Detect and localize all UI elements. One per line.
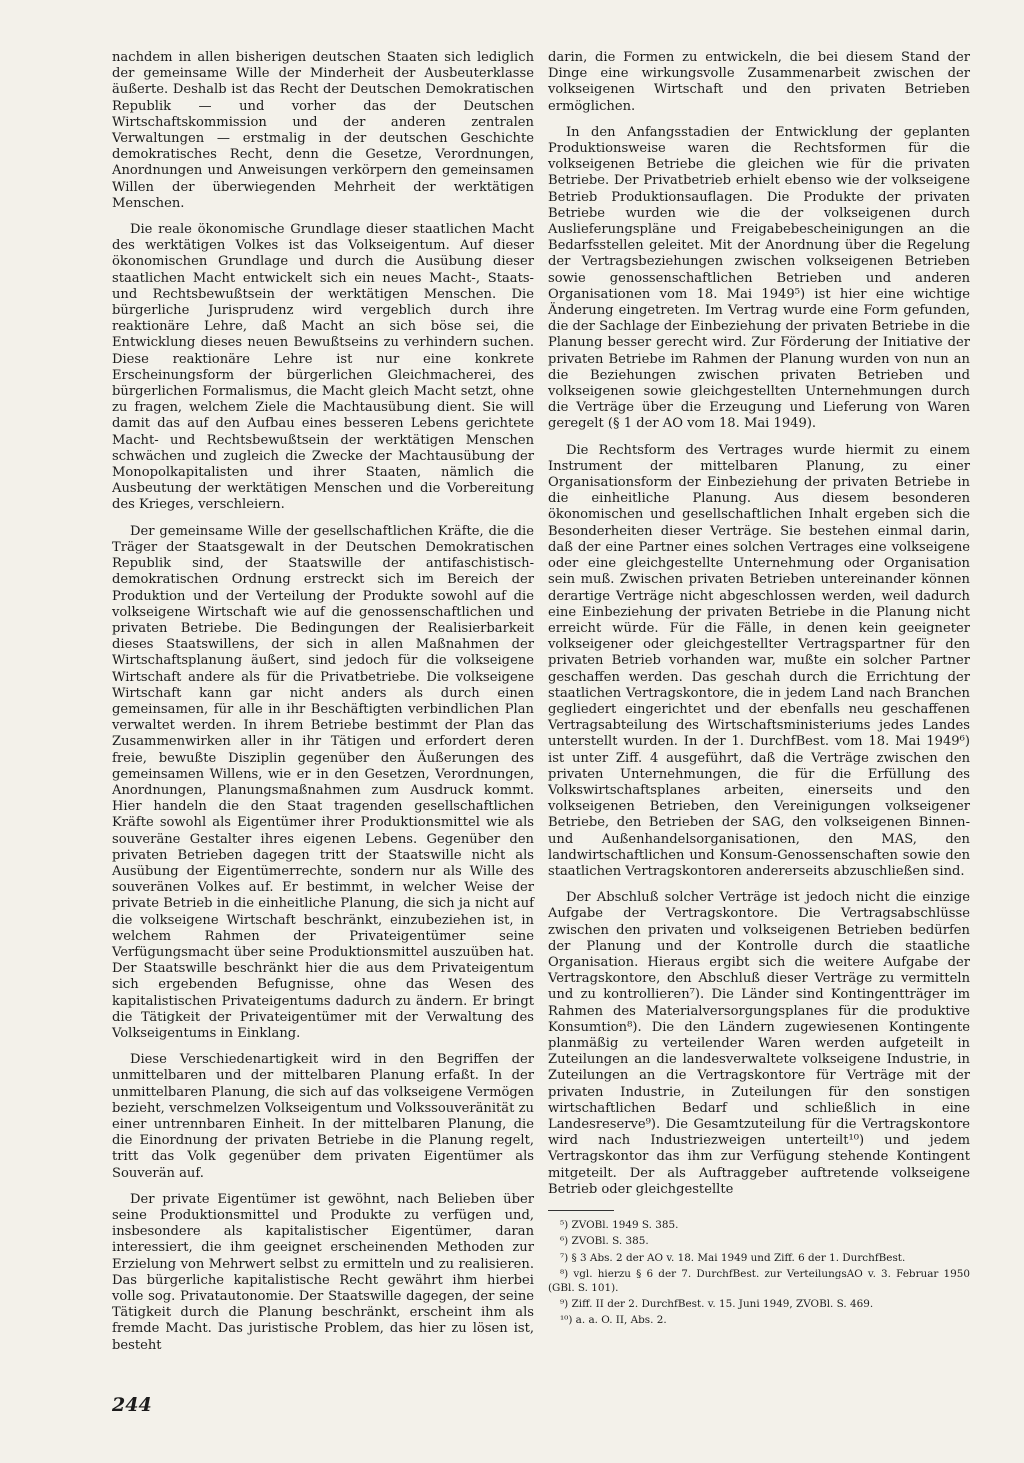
paragraph: nachdem in allen bisherigen deutschen Staaten sich lediglich der gemeinsame Wille der Minderheit der Ausbeuterklasse äußerte. Deshalb ist das Recht der Deutschen Demokratischen Republik — und vorher das der Deutschen Wirtschaftskommission und der anderen zentralen Verwaltungen — erstmalig in der deutschen Geschichte demokratisches Recht, denn die Gesetze, Verordnungen, Anordnungen und Anweisungen verkörpern den gemeinsamen Willen der überwiegenden Mehrheit der werktätigen Menschen. <box>112 50 534 211</box>
footnote: ⁹) Ziff. II der 2. DurchfBest. v. 15. Juni 1949, ZVOBl. S. 469. <box>560 1298 874 1311</box>
paragraph: Der Abschluß solcher Verträge ist jedoch nicht die einzige Aufgabe der Vertragskontore. Die Vertragsabschlüsse zwischen den privaten und volkseigenen Betrieben bedürfen der Planung und der Kontrolle durch die staatliche Organisation. Hieraus ergibt sich die weitere Aufgabe der Vertragskontore, den Abschluß dieser Verträge zu vermitteln und zu kontrollieren⁷). Die Länder sind Kontingentträger im Rahmen des Materialversorgungsplanes für die produktive Konsumtion⁸). Die den Ländern zugewiesenen Kontingente planmäßig zu verteilender Waren werden aufgeteilt in Zuteilungen an die landesverwaltete volkseigene Industrie, in Zuteilungen an die Vertragskontore für Verträge mit der privaten Industrie, in Zuteilungen für den sonstigen wirtschaftlichen Bedarf und schließlich in eine Landesreserve⁹). Die Gesamtzuteilung für die Vertragskontore wird nach Industriezweigen unterteilt¹⁰) und jedem Vertragskontor das ihm zur Verfügung stehende Kontingent mitgeteilt. Der als Auftraggeber auftretende volkseigene Betrieb oder gleichgestellte <box>548 890 970 1197</box>
footnotes <box>548 1219 970 1328</box>
right-column <box>548 50 970 1331</box>
footnote-divider <box>548 1210 614 1211</box>
paragraph: Der gemeinsame Wille der gesellschaftlichen Kräfte, die die Träger der Staatsgewalt in der Deutschen Demokratischen Republik sind, der Staatswille der antifaschistisch-demokratischen Ordnung erstreckt sich im Bereich der Produktion und der Verteilung der Produkte sowohl auf die volkseigene Wirtschaft wie auf die genossenschaftlichen und privaten Betriebe. Die Bedingungen der Realisierbarkeit dieses Staatswillens, der sich in allen Maßnahmen der Wirtschaftsplanung äußert, sind jedoch für die volkseigene Wirtschaft andere als für die Privatbetriebe. Die volkseigene Wirtschaft kann gar nicht anders als durch einen gemeinsamen, für alle in ihr Beschäftigten verbindlichen Plan verwaltet werden. In ihrem Betriebe bestimmt der Plan das Zusammenwirken aller in ihr Tätigen und erfordert deren freie, bewußte Disziplin gegenüber den Äußerungen des gemeinsamen Willens, wie er in den Gesetzen, Verordnungen, Anordnungen, Planungsmaßnahmen zum Ausdruck kommt. Hier handeln die den Staat tragenden gesellschaftlichen Kräfte sowohl als Eigentümer ihrer Produktionsmittel wie als souveräne Gestalter ihres eigenen Lebens. Gegenüber den privaten Betrieben dagegen tritt der Staatswille nicht als Ausübung der Eigentümerrechte, sondern nur als Wille des souveränen Volkes auf. Er bestimmt, in welcher Weise der private Betrieb in die einheitliche Planung, die sich ja nicht auf die volkseigene Wirtschaft beschränkt, einzubeziehen ist, in welchem Rahmen der Privateigentümer seine Verfügungsmacht über seine Produktionsmittel auszuüben hat. Der Staatswille beschränkt hier die aus dem Privateigentum sich ergebenden Befugnisse, ohne das Wesen des kapitalistischen Privateigentums dadurch zu ändern. Er bringt die Tätigkeit der Privateigentümer mit der Verwaltung des Volkseigentums in Einklang. <box>112 523 534 1041</box>
footnote: ¹⁰) a. a. O. II, Abs. 2. <box>560 1314 667 1327</box>
footnote: ⁸) vgl. hierzu § 6 der 7. DurchfBest. zur VerteilungsAO v. 3. Februar 1950 (GBl. S. 101). <box>548 1268 970 1294</box>
paragraph: Die Rechtsform des Vertrages wurde hiermit zu einem Instrument der mittelbaren Planung, zu einer Organisationsform der Einbeziehung der privaten Betriebe in die einheitliche Planung. Aus diesem besonderen ökonomischen und gesellschaftlichen Inhalt ergeben sich die Besonderheiten dieser Verträge. Sie bestehen einmal darin, daß der eine Partner eines solchen Vertrages eine volkseigene oder eine gleichgestellte Unternehmung oder Organisation sein muß. Zwischen privaten Betrieben untereinander können derartige Verträge nicht abgeschlossen werden, weil dadurch eine Einbeziehung der privaten Betriebe in die Planung nicht erreicht würde. Für die Fälle, in denen kein geeigneter volkseigener oder gleichgestellter Vertragspartner für den privaten Betrieb vorhanden war, mußte ein solcher Partner geschaffen werden. Das geschah durch die Errichtung der staatlichen Vertragskontore, die in jedem Land nach Branchen gegliedert eingerichtet und der ebenfalls neu geschaffenen Vertragsabteilung des Wirtschaftsministeriums jedes Landes unterstellt wurden. In der 1. DurchfBest. vom 18. Mai 1949⁶) ist unter Ziff. 4 ausgeführt, daß die Verträge zwischen den privaten Unternehmungen, die für die Erfüllung des Volkswirtschaftsplanes arbeiten, einerseits und den volkseigenen Betrieben, den Vereinigungen volkseigener Betriebe, den Betrieben der SAG, den volkseigenen Binnen- und Außenhandelsorganisationen, den MAS, den landwirtschaftlichen und Konsum-Genossenschaften sowie den staatlichen Vertragskontoren andererseits abzuschließen sind. <box>548 442 970 879</box>
paragraph: In den Anfangsstadien der Entwicklung der geplanten Produktionsweise waren die Rechtsformen für die volkseigenen Betriebe die gleichen wie für die privaten Betriebe. Der Privatbetrieb erhielt ebenso wie der volkseigene Betrieb Produktionsauflagen. Die Produkte der privaten Betriebe wurden wie die der volkseigenen durch Auslieferungspläne und Freigabebescheinigungen an die Bedarfsstellen geleitet. Mit der Anordnung über die Regelung der Vertragsbeziehungen zwischen volkseigenen Betrieben sowie genossenschaftlichen Betrieben und anderen Organisationen vom 18. Mai 1949⁵) ist hier eine wichtige Änderung eingetreten. Im Vertrag wurde eine Form gefunden, die der Sachlage der Einbeziehung der privaten Betriebe in die Planung besser gerecht wird. Zur Förderung der Initiative der privaten Betriebe im Rahmen der Planung wurden von nun an die Beziehungen zwischen privaten Betrieben und volkseigenen sowie gleichgestellten Unternehmungen durch die Verträge über die Erzeugung und Lieferung von Waren geregelt (§ 1 der AO vom 18. Mai 1949). <box>548 124 970 432</box>
paragraph: Der private Eigentümer ist gewöhnt, nach Belieben über seine Produktionsmittel und Produkte zu verfügen und, insbesondere als kapitalistischer Eigentümer, daran interessiert, die ihm geeignet erscheinenden Methoden zur Erzielung von Mehrwert selbst zu ermitteln und zu realisieren. Das bürgerliche kapitalistische Recht gewährt ihm hierbei volle sog. Privatautonomie. Der Staatswille dagegen, der seine Tätigkeit durch die Planung beschränkt, erscheint ihm als fremde Macht. Das juristische Problem, das hier zu lösen ist, besteht <box>112 1191 534 1353</box>
footnote: ⁶) ZVOBl. S. 385. <box>560 1235 649 1248</box>
footnote: ⁷) § 3 Abs. 2 der AO v. 18. Mai 1949 und Ziff. 6 der 1. DurchfBest. <box>560 1251 906 1264</box>
left-column <box>112 50 534 1364</box>
paragraph: Diese Verschiedenartigkeit wird in den Begriffen der unmittelbaren und der mittelbaren Planung erfaßt. In der unmittelbaren Planung, die sich auf das volkseigene Vermögen bezieht, verschmelzen Volkseigentum und Volkssouveränität zu einer untrennbaren Einheit. In der mittelbaren Planung, die die Einordnung der privaten Betriebe in die Planung regelt, tritt das Volk gegenüber dem privaten Eigentümer als Souverän auf. <box>112 1052 534 1181</box>
paragraph: Die reale ökonomische Grundlage dieser staatlichen Macht des werktätigen Volkes ist das Volkseigentum. Auf dieser ökonomischen Grundlage und durch die Ausübung dieser staatlichen Macht entwickelt sich ein neues Macht-, Staats- und Rechtsbewußtsein der werktätigen Menschen. Die bürgerliche Jurisprudenz wird vergeblich durch ihre reaktionäre Lehre, daß Macht an sich böse sei, die Entwicklung dieses neuen Bewußtseins zu verhindern suchen. Diese reaktionäre Lehre ist nur eine konkrete Erscheinungsform der bürgerlichen Gleichmacherei, des bürgerlichen Formalismus, die Macht gleich Macht setzt, ohne zu fragen, welchem Ziele die Machtausübung dient. Sie will damit das auf den Aufbau eines besseren Lebens gerichtete Macht- und Rechtsbewußtsein der werktätigen Menschen schwächen und zugleich die Zwecke der Machtausübung der Monopolkapitalisten und ihrer Staaten, nämlich die Ausbeutung der werktätigen Menschen und die Vorbereitung des Krieges, verschleiern. <box>112 222 534 513</box>
footnote: ⁵) ZVOBl. 1949 S. 385. <box>560 1219 679 1232</box>
page-number: 244 <box>112 1394 152 1416</box>
paragraph: darin, die Formen zu entwickeln, die bei diesem Stand der Dinge eine wirkungsvolle Zusammenarbeit zwischen der volkseigenen Wirtschaft und den privaten Betrieben ermöglichen. <box>548 50 970 114</box>
